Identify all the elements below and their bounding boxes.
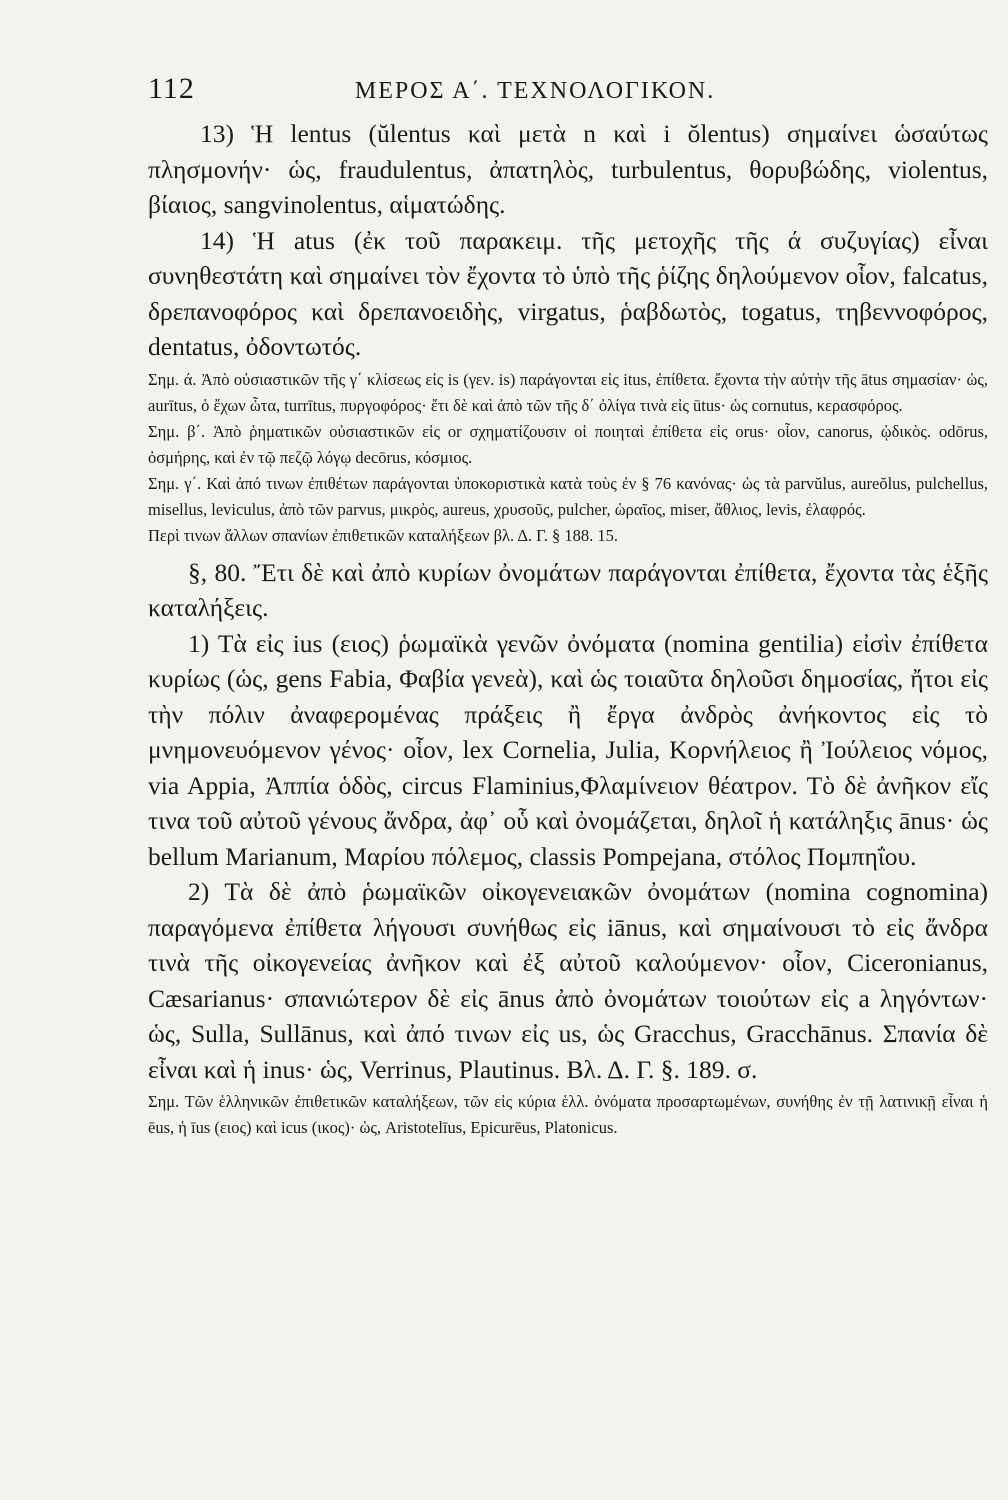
section-80-item-2: 2) Τὰ δὲ ἀπὸ ῥωμαϊκῶν οἰκογενειακῶν ὀνομάτων (nomina cognomina) παραγόμενα ἐπίθετα λήγουσι συνήθως εἰς iānus, καὶ σημαίνουσι τὸ εἰς ἄνδρα τινὰ τῆς οἰκογενείας ἀνῆκον καὶ ἐξ αὐτοῦ καλούμενον· οἷον, Ciceronianus, Cæsarianus· σπανιώτερον δὲ εἰς ānus ἀπὸ ὀνομάτων τοιούτων εἰς a ληγόντων· ὡς, Sulla, Sullānus, καὶ ἀπό τινων εἰς us, ὡς Gracchus, Gracchānus. Σπανία δὲ εἶναι καὶ ἡ inus· ὡς, Verrinus, Plautinus. Βλ. Δ. Γ. §. 189. σ. (148, 877, 988, 1084)
note-reference: Περὶ τινων ἄλλων σπανίων ἐπιθετικῶν καταλήξεων βλ. Δ. Γ. § 188. 15. (148, 525, 618, 545)
note-b: Σημ. β΄. Ἀπὸ ῥηματικῶν οὐσιαστικῶν εἰς or σχηματίζουσιν οἱ ποιηταὶ ἐπίθετα εἰς orus· οἷον, canorus, ᾠδικὸς. odōrus, ὀσμήρης, καὶ ἐν τῷ πεζῷ λόγῳ decōrus, κόσμιος. (148, 421, 988, 467)
paragraph-13: 13) Ἡ lentus (ŭlentus καὶ μετὰ n καὶ i ŏlentus) σημαίνει ὡσαύτως πλησμονήν· ὡς, fraudulentus, ἀπατηλὸς, turbulentus, θορυβώδης, violentus, βίαιος, sangvinolentus, αἱματώδης. (148, 119, 988, 219)
page-body (148, 116, 988, 1141)
note-a: Σημ. ά. Ἀπὸ οὐσιαστικῶν τῆς γ΄ κλίσεως εἰς is (γεν. is) παράγονται εἰς itus, ἐπίθετα. ἔχοντα τὴν αὐτὴν τῆς ātus σημασίαν· ὡς, aurītus, ὁ ἔχων ὦτα, turrītus, πυργοφόρος· ἔτι δὲ καὶ ἀπὸ τῶν τῆς δ΄ ὀλίγα τινὰ εἰς ūtus· ὡς cornutus, κερασφόρος. (148, 369, 988, 415)
paragraph-14: 14) Ἡ atus (ἐκ τοῦ παρακειμ. τῆς μετοχῆς τῆς ά συζυγίας) εἶναι συνηθεστάτη καὶ σημαίνει τὸν ἔχοντα τὸ ὑπὸ τῆς ῥίζης δηλούμενον οἷον, falcatus, δρεπανοφόρος καὶ δρεπανοειδὴς, virgatus, ῥαβδωτὸς, togatus, τηβεννοφόρος, dentatus, ὀδοντωτός. (148, 225, 988, 361)
note-c: Σημ. γ΄. Καὶ ἀπό τινων ἐπιθέτων παράγονται ὑποκοριστικὰ κατὰ τοὺς ἐν § 76 κανόνας· ὡς τὰ parvŭlus, aureŏlus, pulchellus, misellus, leviculus, ἀπὸ τῶν parvus, μικρὸς, aureus, χρυσοῦς, pulcher, ὡραῖος, miser, ἄθλιος, levis, ἐλαφρός. (148, 473, 988, 519)
running-head: ΜΕΡΟΣ Α΄. ΤΕΧΝΟΛΟΓΙΚΟΝ. (354, 78, 716, 104)
section-80-heading: §, 80. Ἔτι δὲ καὶ ἀπὸ κυρίων ὀνομάτων παράγονται ἐπίθετα, ἔχοντα τὰς ἑξῆς καταλήξεις. (148, 557, 988, 622)
section-80-item-1: 1) Τὰ εἰς ius (ειος) ῥωμαϊκὰ γενῶν ὀνόματα (nomina gentilia) εἰσὶν ἐπίθετα κυρίως (ὡς, gens Fabia, Φαβία γενεὰ), καὶ ὡς τοιαῦτα δηλοῦσι δημοσίας, ἤτοι εἰς τὴν πόλιν ἀναφερομένας πράξεις ἢ ἔργα ἀνδρὸς ἀνήκοντος εἰς τὸ μνημονευόμενον γένος· οἷον, lex Cornelia, Julia, Κορνήλειος ἢ Ἰούλειος νόμος, via Appia, Ἀππία ὁδὸς, circus Flaminius,Φλαμίνειον θέατρον. Τὸ δὲ ἀνῆκον εἴς τινα τοῦ αὐτοῦ γένους ἄνδρα, ἀφ᾽ οὗ καὶ ὀνομάζεται, δηλοῖ ἡ κατάληξις ānus· ὡς bellum Marianum, Μαρίου πόλεμος, classis Pompejana, στόλος Πομπηΐου. (148, 628, 988, 871)
footnote: Σημ. Τῶν ἑλληνικῶν ἐπιθετικῶν καταλήξεων, τῶν εἰς κύρια ἑλλ. ὀνόματα προσαρτωμένων, συνήθης ἐν τῇ λατινικῇ εἶναι ἡ ēus, ἡ īus (ειος) καὶ icus (ικος)· ὡς, Aristotelīus, Epicurēus, Platonicus. (148, 1092, 988, 1137)
page-number: 112 (148, 72, 195, 105)
page-header (148, 72, 988, 112)
